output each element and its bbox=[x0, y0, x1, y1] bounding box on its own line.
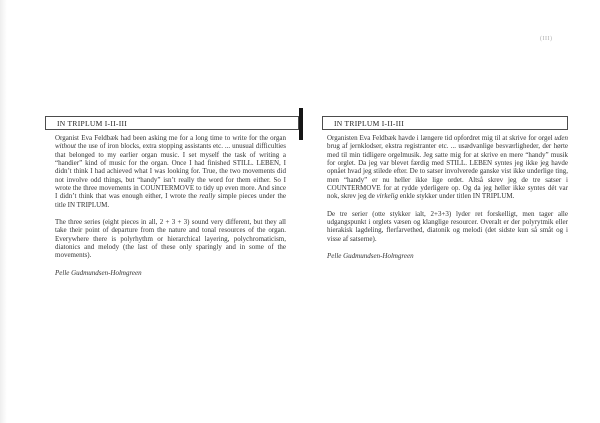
section-title-english: IN TRIPLUM I-II-III bbox=[57, 118, 128, 128]
danish-paragraph-1: Organisten Eva Feldbæk havde i længere tid opfordret mig til at skrive for orgel uden brug af jernklodser, ekstra registranter etc. ... usædvanlige besværligheder, der hørte med til min tidligere orgelmusik. Jeg satte mig for at skrive en mere “handy” musik for orglet. Da jeg var blevet færdig med STILL. LEBEN syntes jeg ikke jeg havde opnået hvad jeg stilede efter. De to satser involverede ganske vist ikke underlige ting, men “handy” er nu heller ikke lige ordet. Altså skrev jeg de tre satser i COUNTERMOVE for at rydde yderligere op. Og da jeg heller ikke syntes dét var nok, skrev jeg de virkelig enkle stykker under titlen IN TRIPLUM. bbox=[327, 134, 568, 201]
page-number: (III) bbox=[540, 36, 553, 42]
english-paragraph-1: Organist Eva Feldbæk had been asking me for a long time to write for the organ without the use of iron blocks, extra stopping assistants etc. ... unusual difficulties that belonged to my earlier organ music. I set myself the task of writing a “handier” kind of music for the organ. Once I had finished STILL. LEBEN, I didn’t think I had achieved what I was looking for. True, the two movements did not involve odd things, but “handy” isn’t really the word for them either. So I wrote the three movements in COUNTERMOVE to tidy up even more. And since I didn’t think that was enough either, I wrote the really simple pieces under the title IN TRIPLUM. bbox=[55, 134, 286, 209]
section-header-box-english bbox=[45, 116, 299, 130]
author-signature-danish: Pelle Gudmundsen-Holmgreen bbox=[327, 252, 414, 261]
author-signature-english: Pelle Gudmundsen-Holmgreen bbox=[55, 268, 142, 277]
section-header-box-danish bbox=[322, 116, 568, 130]
section-title-danish: IN TRIPLUM I-II-III bbox=[334, 118, 405, 128]
scan-edge-shading bbox=[0, 0, 7, 423]
danish-paragraph-2: De tre serier (otte stykker ialt, 2+3+3) lyder ret forskelligt, men tager alle udgangspunkt i orglets væsen og klanglige resourcer. Overalt er der polyrytmik eller hierakisk lagdeling, flerfarvethed, diatonik og melodi (det sidste kun så småt og i visse af satserne). bbox=[327, 209, 568, 243]
english-text-column bbox=[55, 134, 286, 286]
danish-text-column bbox=[327, 134, 568, 269]
column-divider-bar bbox=[299, 108, 303, 140]
english-paragraph-2: The three series (eight pieces in all, 2 + 3 + 3) sound very different, but they all take their point of departure from the nature and tonal resources of the organ. Everywhere there is polyrhythm or hierarchical layering, polychromaticism, diatonics and melody (the last of these only sparingly and in some of the movements). bbox=[55, 218, 286, 260]
